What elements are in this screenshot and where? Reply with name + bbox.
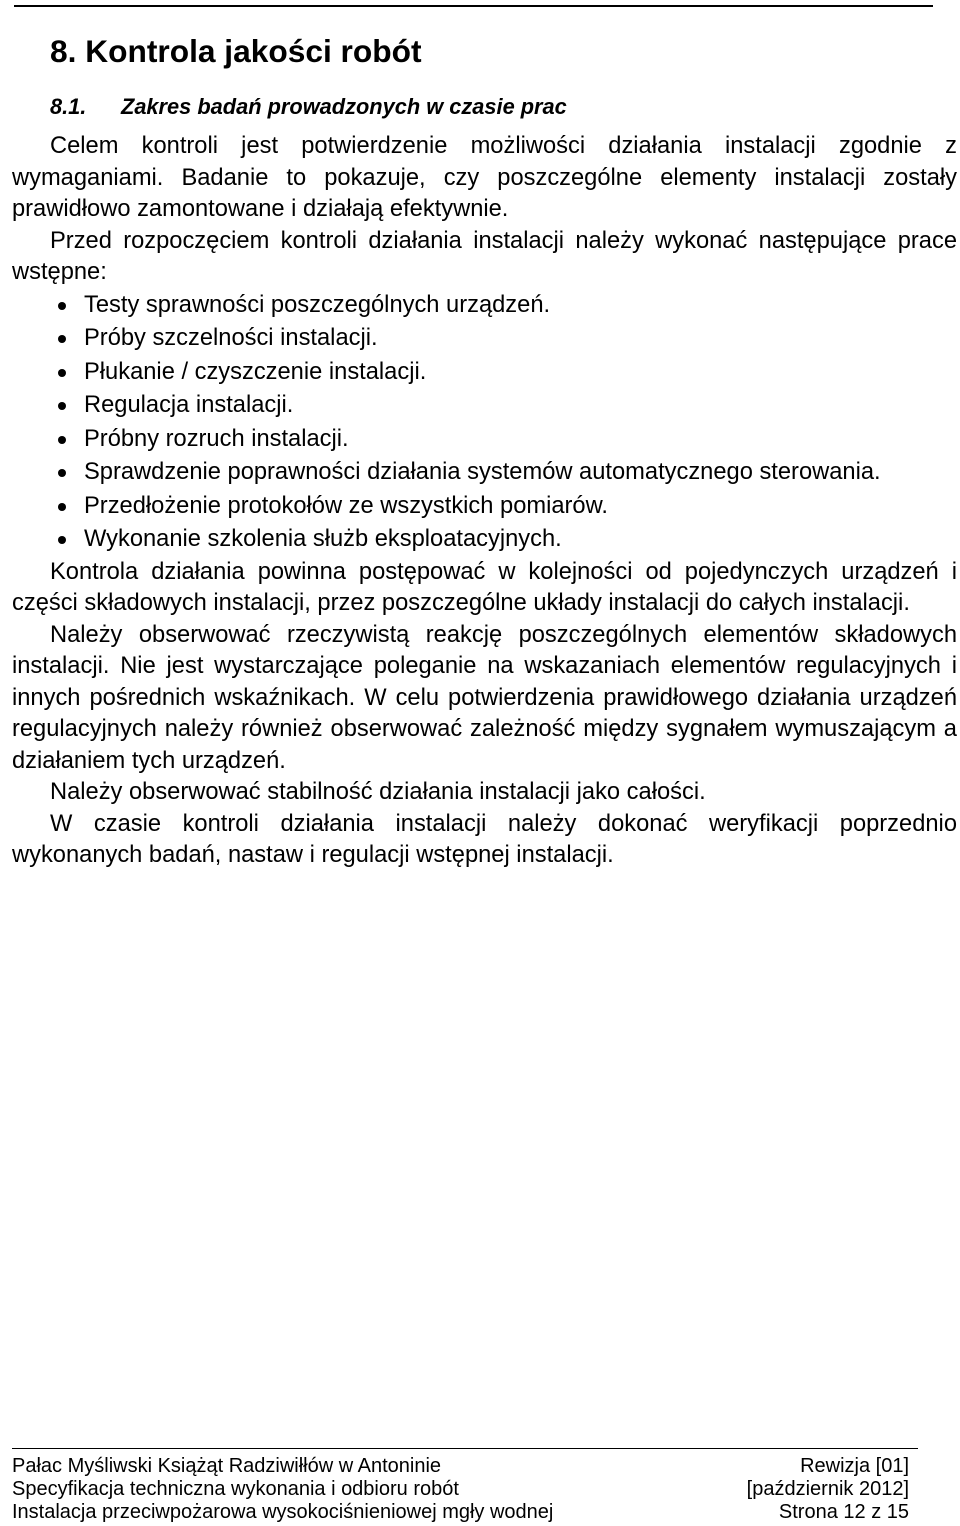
bullet-icon — [58, 302, 66, 310]
text-line: W czasie kontroli działania instalacji należy dokonać weryfikacji poprzednio — [50, 810, 957, 837]
paragraph-preliminary-intro — [12, 226, 957, 289]
footer-row — [12, 1478, 909, 1501]
footer-row — [12, 1501, 909, 1524]
text-line: działaniem tych urządzeń. — [12, 747, 286, 774]
text-line: regulacyjnych należy również obserwować zależność między sygnałem wymuszającym a — [12, 716, 957, 743]
bullet-icon — [58, 335, 66, 343]
text-line: innych pośrednich wskaźnikach. W celu potwierdzenia prawidłowego działania urządzeń — [12, 684, 957, 711]
paragraph-observation — [12, 620, 957, 778]
text-line: instalacji. Nie jest wystarczające poleganie na wskazaniach elementów regulacyjnych i — [12, 653, 957, 680]
list-item — [12, 490, 957, 524]
bullet-icon — [58, 436, 66, 444]
paragraph-purpose — [12, 131, 957, 226]
document-date: [październik 2012] — [746, 1478, 909, 1500]
section-heading: 8. Kontrola jakości robót — [50, 33, 422, 69]
list-item — [12, 322, 957, 356]
text-line: Przed rozpoczęciem kontroli działania instalacji należy wykonać następujące prace — [50, 227, 957, 254]
list-item — [12, 423, 957, 457]
paragraph-verification — [12, 809, 957, 872]
text-line: wymaganiami. Badanie to pokazuje, czy poszczególne elementy instalacji zostały — [12, 164, 957, 191]
list-item-text: Przedłożenie protokołów ze wszystkich pomiarów. — [84, 492, 608, 519]
text-line: Celem kontroli jest potwierdzenie możliwości działania instalacji zgodnie z — [50, 133, 957, 160]
bullet-icon — [58, 536, 66, 544]
list-item-text: Regulacja instalacji. — [84, 392, 294, 419]
subsection-number: 8.1. — [50, 94, 87, 119]
subsection-heading — [0, 92, 960, 122]
installation-name: Instalacja przeciwpożarowa wysokociśnieniowej mgły wodnej — [12, 1501, 554, 1523]
bullet-icon — [58, 503, 66, 511]
text-line: Należy obserwować stabilność działania instalacji jako całości. — [50, 779, 706, 806]
text-line: części składowych instalacji, przez poszczególne układy instalacji do całych instalacji. — [12, 590, 910, 617]
list-item — [12, 456, 957, 490]
text-line: wstępne: — [12, 259, 107, 286]
paragraph-control-order — [12, 557, 957, 620]
text-line: Kontrola działania powinna postępować w kolejności od pojedynczych urządzeń i — [50, 558, 957, 585]
document-type: Specyfikacja techniczna wykonania i odbioru robót — [12, 1478, 459, 1500]
list-item-text: Sprawdzenie poprawności działania systemów automatycznego sterowania. — [84, 459, 881, 486]
list-item — [12, 523, 957, 557]
bullet-icon — [58, 402, 66, 410]
preliminary-works-list — [12, 289, 957, 557]
list-item-text: Testy sprawności poszczególnych urządzeń. — [84, 291, 551, 318]
page-footer — [12, 1455, 909, 1524]
list-item-text: Próby szczelności instalacji. — [84, 325, 378, 352]
list-item-text: Próbny rozruch instalacji. — [84, 425, 349, 452]
paragraph-stability — [12, 777, 957, 809]
bullet-icon — [58, 469, 66, 477]
text-line: wykonanych badań, nastaw i regulacji wstępnej instalacji. — [12, 842, 614, 869]
list-item — [12, 389, 957, 423]
list-item — [12, 289, 957, 323]
text-line: prawidłowo zamontowane i działają efektywnie. — [12, 196, 509, 223]
footer-row — [12, 1455, 909, 1478]
subsection-title: Zakres badań prowadzonych w czasie prac — [121, 94, 567, 119]
text-line: Należy obserwować rzeczywistą reakcję poszczególnych elementów składowych — [50, 621, 957, 648]
list-item-text: Płukanie / czyszczenie instalacji. — [84, 358, 427, 385]
project-name: Pałac Myśliwski Książąt Radziwiłłów w Antoninie — [12, 1455, 442, 1477]
page-number: Strona 12 z 15 — [778, 1501, 909, 1523]
bullet-icon — [58, 369, 66, 377]
header-rule — [14, 5, 933, 7]
footer-rule — [12, 1448, 918, 1449]
list-item-text: Wykonanie szkolenia służb eksploatacyjnych. — [84, 526, 562, 553]
revision-label: Rewizja [01] — [800, 1455, 909, 1477]
list-item — [12, 356, 957, 390]
body-text — [12, 131, 957, 872]
